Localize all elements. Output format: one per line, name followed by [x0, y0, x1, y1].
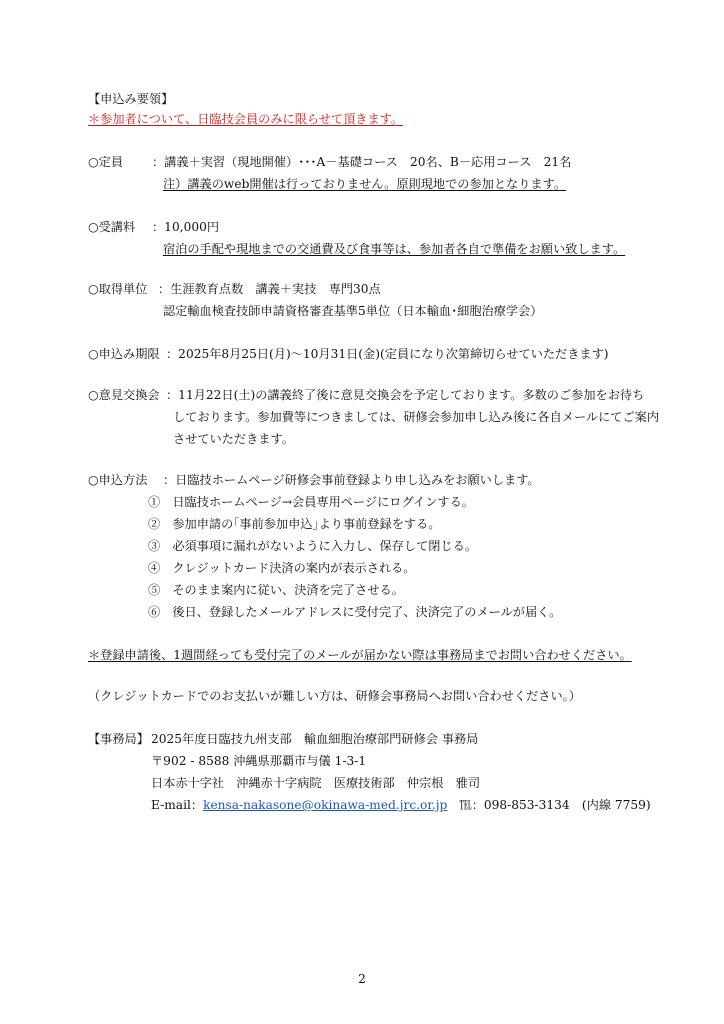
credits-line1: ：生涯教育点数 講義＋実技 専門30点: [158, 282, 381, 296]
email-label: E-mail：: [151, 798, 204, 812]
credits-label: ○取得単位: [88, 282, 148, 296]
office-label: 【事務局】: [88, 732, 149, 746]
deadline-line1: ：2025年8月25日(月)～10月31日(金)(定員になり次第締切らせていただきます): [166, 347, 609, 361]
office-address: 〒902 - 8588 沖縄県那覇市与儀 1-3-1: [151, 754, 367, 768]
method-step-5: ⑤ そのまま案内に従い、決済を完了させる。: [148, 583, 404, 597]
method-label: ○申込方法: [88, 473, 148, 487]
exchange-line3: させていただきます。: [173, 432, 294, 446]
fee-label: ○受講料: [88, 220, 136, 234]
capacity-line1: ：講義＋実習（現地開催）･･･A－基礎コース 20名、B－応用コース 21名: [152, 155, 572, 169]
exchange-line2: しております。参加費等につきましては、研修会参加申し込み後に各自メールにてご案内: [173, 410, 660, 424]
exchange-label: ○意見交換会: [88, 388, 160, 402]
capacity-line2: 注）講義のweb開催は行っておりません。原則現地での参加となります。: [163, 177, 567, 191]
office-contact-line: [151, 797, 651, 813]
credit-card-note: （クレジットカードでのお支払いが難しい方は、研修会事務局へお問い合わせください。）: [88, 689, 581, 703]
email-link[interactable]: kensa-nakasone@okinawa-med.jrc.or.jp: [203, 798, 448, 812]
deadline-label: ○申込み期限: [88, 347, 160, 361]
fee-line2: 宿泊の手配や現地までの交通費及び食事等は、参加者各自で準備をお願い致します。: [163, 242, 626, 256]
method-step-6: ⑥ 後日、登録したメールアドレスに受付完了、決済完了のメールが届く。: [148, 605, 562, 619]
confirmation-note: ＊登録申請後、1週間経っても受付完了のメールが届かない際は事務局までお問い合わせください。: [88, 648, 632, 662]
office-contact-person: 日本赤十字社 沖縄赤十字病院 医療技術部 仲宗根 雅司: [151, 776, 481, 790]
capacity-label: ○定員: [88, 155, 124, 169]
method-step-4: ④ クレジットカード決済の案内が表示される。: [148, 561, 416, 575]
member-only-notice: ＊参加者について、日臨技会員のみに限らせて頂きます。: [88, 112, 404, 126]
method-step-3: ③ 必須事項に漏れがないように入力し、保存して閉じる。: [148, 539, 478, 553]
method-step-2: ② 参加申請の｢事前参加申込｣より事前登録をする。: [148, 517, 441, 531]
credits-line2: 認定輸血検査技師申請資格審査基準5単位（日本輸血･細胞治療学会）: [163, 304, 543, 318]
exchange-line1: ：11月22日(土)の講義終了後に意見交換会を予定しております。多数のご参加をお待ち: [166, 388, 645, 402]
phone-number: ℡：098-853-3134 (内線 7759): [459, 798, 651, 812]
office-line1: 2025年度日臨技九州支部 輸血細胞治療部門研修会 事務局: [151, 732, 479, 746]
method-step-1: ① 日臨技ホームページ→会員専用ページにログインする。: [148, 495, 474, 509]
page-number: 2: [358, 972, 366, 986]
method-line1: ：日臨技ホームページ研修会事前登録より申し込みをお願いします。: [163, 473, 540, 487]
section-header: 【申込み要領】: [88, 92, 174, 106]
fee-line1: ：10,000円: [152, 220, 220, 234]
